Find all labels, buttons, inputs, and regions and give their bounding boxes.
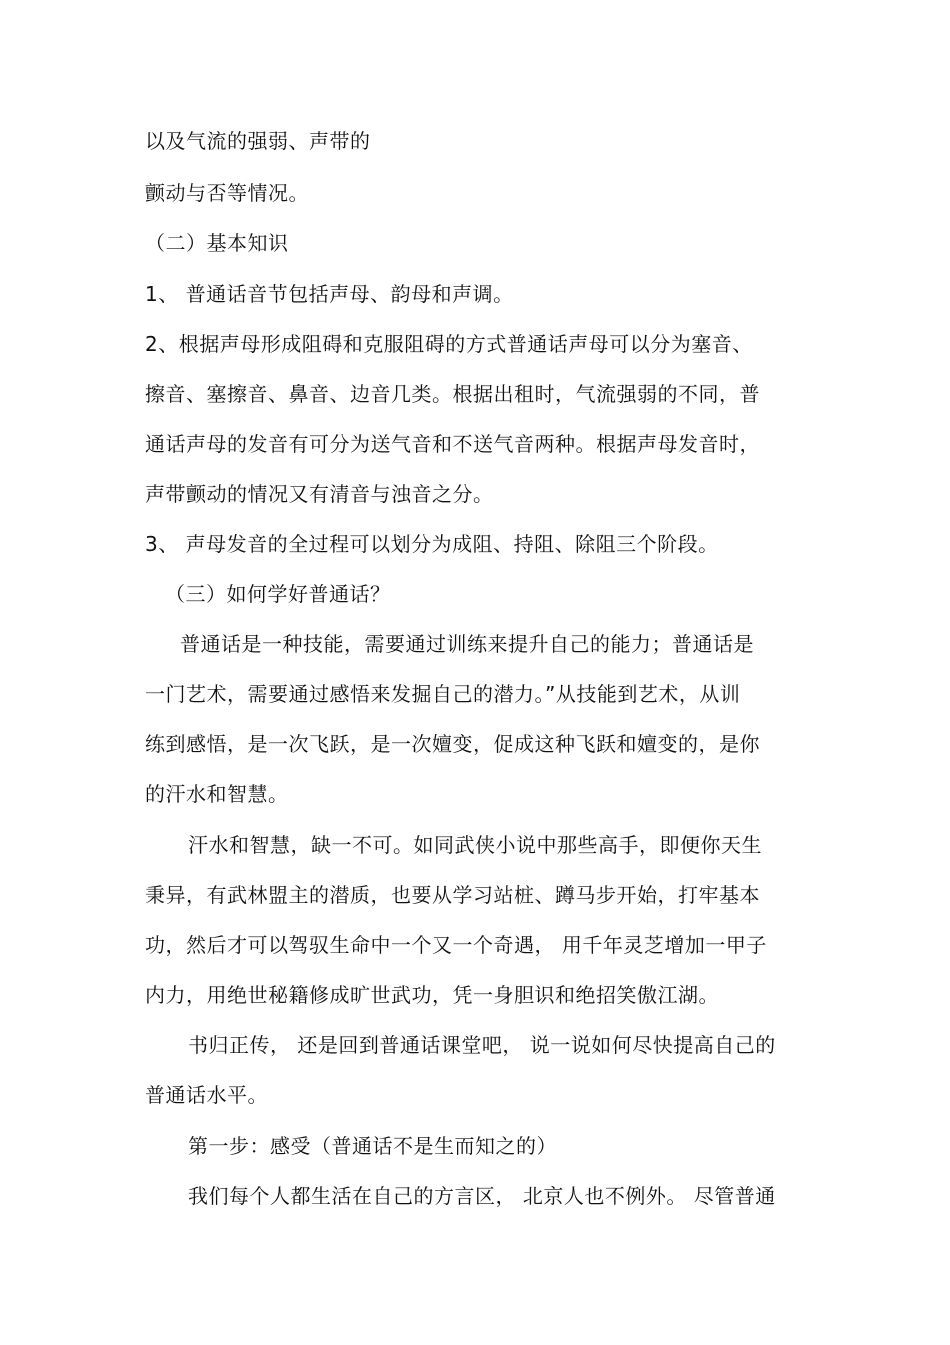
text-line-5: 2、根据声母形成阻碍和克服阻碍的方式普通话声母可以分为塞音、 <box>145 332 753 356</box>
text-line-20: 普通话水平。 <box>145 1083 268 1107</box>
text-line-19: 书归正传， 还是回到普通话课堂吧， 说一说如何尽快提高自己的 <box>188 1033 776 1057</box>
section-heading-3: （三）如何学好普通话？ <box>165 582 391 606</box>
text-line-12: 一门艺术，需要通过感悟来发掘自己的潜力。”从技能到艺术，从训 <box>145 682 741 706</box>
section-heading-2: （二）基本知识 <box>145 231 289 255</box>
text-line-6: 擦音、塞擦音、鼻音、边音几类。根据出租时，气流强弱的不同，普 <box>145 382 760 406</box>
text-line-17: 功，然后才可以驾驭生命中一个又一个奇遇， 用千年灵芝增加一甲子 <box>145 933 767 957</box>
text-line-15: 汗水和智慧，缺一不可。如同武侠小说中那些高手，即便你天生 <box>188 833 762 857</box>
text-line-11: 普通话是一种技能，需要通过训练来提升自己的能力；普通话是 <box>180 632 754 656</box>
text-line-4: 1、 普通话音节包括声母、韵母和声调。 <box>145 282 514 306</box>
text-line-2: 颤动与否等情况。 <box>145 181 309 205</box>
text-line-9: 3、 声母发音的全过程可以划分为成阻、持阻、除阻三个阶段。 <box>145 532 719 556</box>
text-line-18: 内力，用绝世秘籍修成旷世武功，凭一身胆识和绝招笑傲江湖。 <box>145 983 719 1007</box>
text-line-16: 秉异，有武林盟主的潜质，也要从学习站桩、蹲马步开始，打牢基本 <box>145 883 760 907</box>
text-line-22: 我们每个人都生活在自己的方言区， 北京人也不例外。 尽管普通 <box>188 1184 776 1208</box>
text-line-14: 的汗水和智慧。 <box>145 782 289 806</box>
step-heading-1: 第一步：感受（普通话不是生而知之的） <box>188 1134 557 1158</box>
text-line-8: 声带颤动的情况又有清音与浊音之分。 <box>145 482 494 506</box>
text-line-13: 练到感悟，是一次飞跃，是一次嬗变，促成这种飞跃和嬗变的，是你 <box>145 732 760 756</box>
text-line-7: 通话声母的发音有可分为送气音和不送气音两种。根据声母发音时， <box>145 432 760 456</box>
text-line-1: 以及气流的强弱、声带的 <box>145 129 371 153</box>
